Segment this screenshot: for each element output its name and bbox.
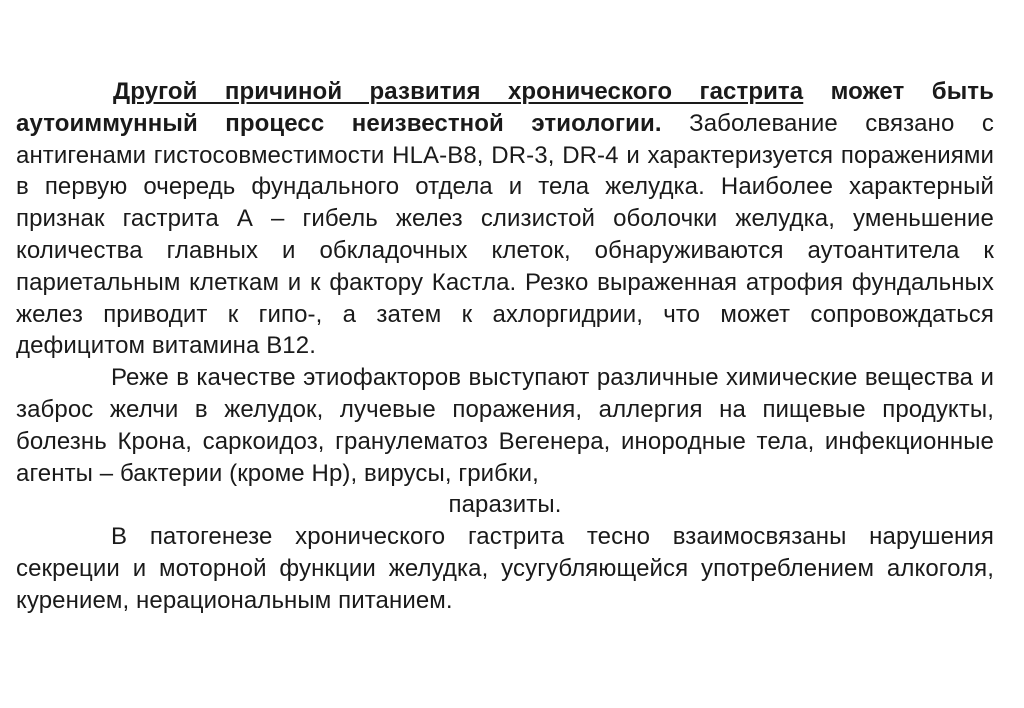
paragraph-etiology-text: Реже в качестве этиофакторов выступают различные химические вещества и заброс желчи в желудок, лучевые поражения, аллергия на пищевые продукты, болезнь Крона, саркоидоз, гранулематоз Вегенера, инородные тела, инфекционные агенты – бактерии (кроме Нр), вирусы, грибки, xyxy=(16,364,994,487)
paragraph-etiology xyxy=(16,362,994,521)
paragraph-autoimmune xyxy=(16,76,994,362)
paragraph-pathogenesis xyxy=(16,521,994,616)
body-text xyxy=(16,76,994,617)
heading-phrase: Другой причиной развития хронического гастрита xyxy=(113,78,804,105)
paragraph-autoimmune-text: Заболевание связано с антигенами гистосовместимости HLA-B8, DR-3, DR-4 и характеризуется поражениями в первую очередь фундального отдела и тела желудка. Наиболее характерный признак гастрита А – гибель желез слизистой оболочки желудка, уменьшение количества главных и обкладочных клеток, обнаруживаются аутоантитела к париетальным клеткам и к фактору Кастла. Резко выраженная атрофия фундальных желез приводит к гипо-, а затем к ахлоргидрии, что может сопровождаться дефицитом витамина В12. xyxy=(16,109,995,360)
paragraph-etiology-last-line: паразиты. xyxy=(448,491,562,519)
paragraph-pathogenesis-text: В патогенезе хронического гастрита тесно взаимосвязаны нарушения секреции и моторной функции желудка, усугубляющейся употреблением алкоголя, курением, нерациональным питанием. xyxy=(16,523,994,614)
bold-phrase: может быть аутоиммунный процесс неизвестной этиологии. xyxy=(16,78,994,137)
